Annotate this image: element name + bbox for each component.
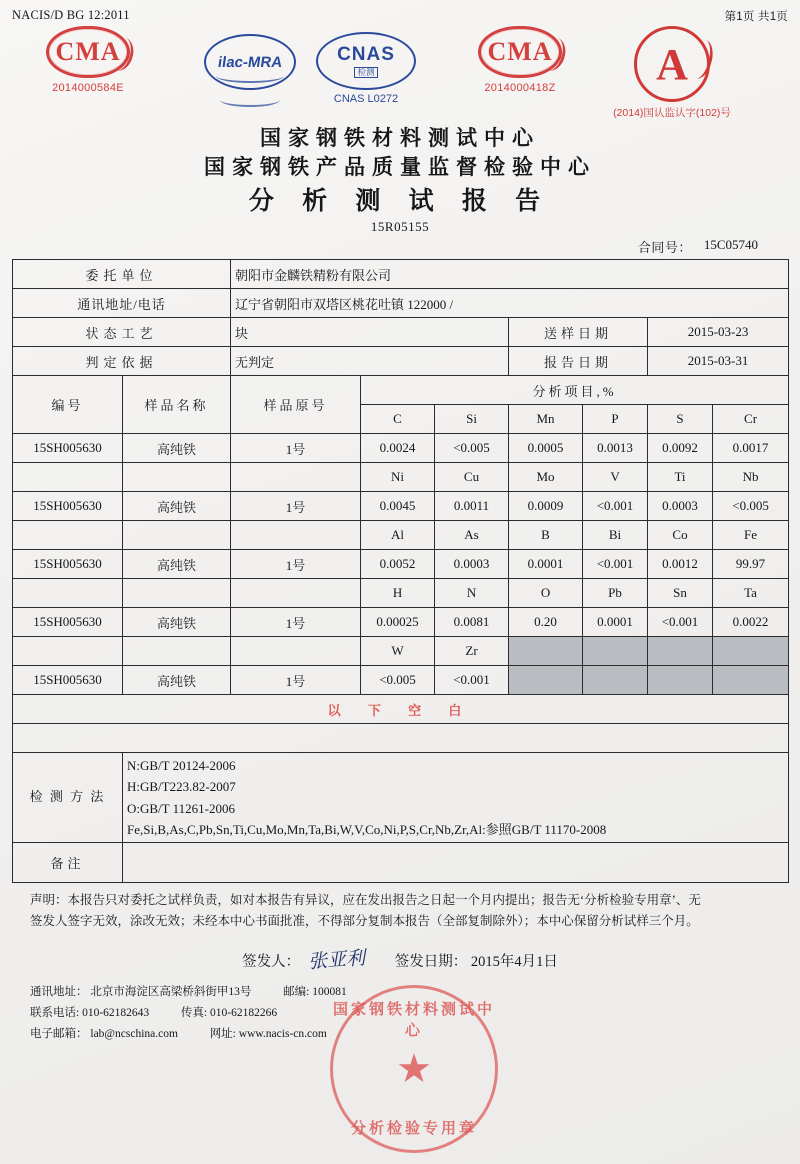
result-cell: 0.20 [509,608,583,637]
result-cell: 0.0022 [713,608,789,637]
criteria-label: 判定依据 [13,347,231,376]
spacer-cell [123,579,231,608]
address-value: 辽宁省朝阳市双塔区桃花吐镇 122000 / [231,289,789,318]
result-cell: 99.97 [713,550,789,579]
element-cell: O [509,579,583,608]
shaded-cell [583,637,648,666]
spacer-cell [123,521,231,550]
footer-fax-value: 010-62182266 [210,1006,278,1019]
method-line: O:GB/T 11261-2006 [127,800,235,816]
sign-date-value: 2015年4月1日 [470,953,558,970]
table-row-result-3 [13,550,789,579]
sample-no: 15SH005630 [13,666,123,695]
result-cell: <0.001 [435,666,509,695]
sample-name: 高纯铁 [123,666,231,695]
sample-name: 高纯铁 [123,492,231,521]
table-row-result-1 [13,434,789,463]
footer-tel-label: 联系电话: [30,1006,80,1019]
sample-origin: 1号 [231,550,361,579]
signature-handwriting: 张亚利 [307,947,366,973]
seal-arc-bottom-text: 分析检验专用章 [350,1121,477,1137]
ilac-mra-logo [202,34,298,107]
result-cell: 0.0052 [361,550,435,579]
method-line: Fe,Si,B,As,C,Pb,Sn,Ti,Cu,Mo,Mn,Ta,Bi,W,V,Co,Ni,P,S,Cr,Nb,Zr,Al:参照GB/T 11170-2008 [127,821,607,837]
cnas-accreditation-number: CNAS L0272 [333,93,399,105]
col-header-no: 编号 [13,376,123,434]
result-cell: 0.0013 [583,434,648,463]
report-date-value: 2015-03-31 [648,347,789,376]
sample-origin: 1号 [231,666,361,695]
result-cell: <0.005 [361,666,435,695]
result-cell: 0.0081 [435,608,509,637]
col-header-sample-name: 样品名称 [123,376,231,434]
result-cell: <0.001 [583,550,648,579]
table-row-blank-note [13,695,789,724]
result-cell: <0.005 [713,492,789,521]
spacer-cell [13,637,123,666]
element-cell: C [361,405,435,434]
seal-star-icon: ★ [396,1046,432,1091]
element-cell: S [648,405,713,434]
element-cell: W [361,637,435,666]
sample-date-value: 2015-03-23 [648,318,789,347]
table-row-client [13,260,789,289]
element-cell: Ni [361,463,435,492]
element-cell: H [361,579,435,608]
empty-area [13,724,789,753]
client-label: 委托单位 [13,260,231,289]
signature-row [12,945,788,972]
contract-row [12,237,758,256]
shaded-cell [509,666,583,695]
signer-label: 签发人： [242,953,301,970]
spacer-cell [231,637,361,666]
element-row-3 [13,521,789,550]
cnas-box-label: 检测 [354,67,377,79]
cma-logo-right [474,26,566,94]
spacer-cell [231,463,361,492]
sample-no: 15SH005630 [13,550,123,579]
result-cell: <0.001 [648,608,713,637]
result-cell: 0.0012 [648,550,713,579]
table-row-state [13,318,789,347]
spacer-cell [123,637,231,666]
element-cell: Mn [509,405,583,434]
element-row-5 [13,637,789,666]
footer-zip-label: 邮编: [283,985,310,998]
footer-line-address [30,982,788,1003]
table-row-result-2 [13,492,789,521]
sample-name: 高纯铁 [123,608,231,637]
ilac-wave-decoration [220,93,280,107]
methods-label: 检 测 方 法 [13,753,123,842]
footer-address-value: 北京市海淀区高梁桥斜街甲13号 [90,985,252,998]
table-row-empty-1 [13,724,789,753]
result-cell: 0.0001 [509,550,583,579]
cnas-mark-icon: CNAS 检测 [316,32,416,90]
spacer-cell [231,521,361,550]
element-cell: Pb [583,579,648,608]
sample-no: 15SH005630 [13,608,123,637]
page-indicator: 第1页 共1页 [724,11,788,23]
element-cell: N [435,579,509,608]
element-cell: Cr [713,405,789,434]
signer-field [242,945,369,972]
cma-left-code: 2014000584E [52,82,124,94]
page-title: 分 析 测 试 报 告 [248,187,552,215]
sample-origin: 1号 [231,608,361,637]
criteria-value: 无判定 [231,347,509,376]
cnas-logo [312,32,420,105]
footer-tel-value: 010-62182643 [82,1006,150,1019]
table-row-result-4 [13,608,789,637]
sample-name: 高纯铁 [123,550,231,579]
spacer-cell [231,579,361,608]
sign-date-label: 签发日期： [394,953,468,970]
cnca-approval-number: (2014)国认监认字(102)号 [613,107,731,119]
spacer-cell [13,463,123,492]
element-cell: Ti [648,463,713,492]
spacer-cell [13,521,123,550]
element-cell: Cu [435,463,509,492]
result-cell: <0.005 [435,434,509,463]
center-name-line-1: 国家钢铁材料测试中心 [260,126,540,150]
element-cell: As [435,521,509,550]
element-cell: P [583,405,648,434]
footer-email-value[interactable]: lab@ncschina.com [90,1028,178,1041]
footer-line-email [30,1024,788,1045]
element-cell: V [583,463,648,492]
spacer-cell [13,579,123,608]
report-date-label: 报告日期 [509,347,648,376]
element-cell: Al [361,521,435,550]
footer-address-label: 通讯地址： [30,985,88,998]
footer-line-tel [30,1003,788,1024]
footer-web-label: 网址: [209,1028,236,1041]
element-cell: Ta [713,579,789,608]
table-row-remark [13,842,789,882]
document-top-line [12,8,788,24]
shaded-cell [648,666,713,695]
sample-no: 15SH005630 [13,492,123,521]
report-titles [12,124,788,235]
result-cell: 0.0017 [713,434,789,463]
shaded-cell [583,666,648,695]
result-cell: 0.0011 [435,492,509,521]
result-cell: 0.0005 [509,434,583,463]
table-row-address [13,289,789,318]
table-header-row [13,376,789,405]
element-cell: Co [648,521,713,550]
sample-origin: 1号 [231,434,361,463]
method-line: H:GB/T223.82-2007 [127,779,236,795]
result-cell: 0.0045 [361,492,435,521]
contract-number: 15C05740 [703,237,758,253]
element-cell: Sn [648,579,713,608]
footer-email-label: 电子邮箱： [30,1028,88,1041]
ilac-mra-mark-icon: ilac-MRA [204,34,296,90]
result-cell: 0.0001 [583,608,648,637]
address-label: 通讯地址/电话 [13,289,231,318]
result-cell: 0.0003 [435,550,509,579]
element-row-2 [13,463,789,492]
remark-label: 备注 [13,842,123,882]
document-code: NACIS/D BG 12:2011 [12,8,130,22]
footer-zip-value: 100081 [312,985,347,998]
shaded-cell [713,637,789,666]
cnca-logo [612,26,732,120]
footer-fax-label: 传真: [180,1006,208,1019]
report-table [12,259,789,882]
element-cell: B [509,521,583,550]
sample-name: 高纯铁 [123,434,231,463]
shaded-cell [713,666,789,695]
method-line: N:GB/T 20124-2006 [127,758,236,774]
sample-no: 15SH005630 [13,434,123,463]
element-cell: Bi [583,521,648,550]
table-row-methods [13,753,789,842]
state-label: 状态工艺 [13,318,231,347]
contract-label: 合同号： [637,240,692,256]
statement-line-1: 声明：本报告只对委托之试样负责，如对本报告有异议，应在发出报告之日起一个月内提出；报告无‘分析检验专用章’、无 [30,892,701,907]
sign-date-field [395,950,558,971]
footer-web-value[interactable]: www.nacis-cn.com [238,1028,327,1041]
cma-logo-left [42,26,134,94]
cma-right-code: 2014000418Z [484,82,556,94]
shaded-cell [648,637,713,666]
cma-mark-icon: CMA [46,26,130,78]
footer-contact [12,982,788,1046]
state-value: 块 [231,318,509,347]
spacer-cell [123,463,231,492]
sample-date-label: 送样日期 [509,318,648,347]
col-header-sample-origin: 样品原号 [231,376,361,434]
cma-mark-icon-right: CMA [478,26,562,78]
result-cell: 0.0024 [361,434,435,463]
table-row-criteria [13,347,789,376]
result-cell: <0.001 [583,492,648,521]
statement-line-2: 签发人签字无效，涂改无效；未经本中心书面批准，不得部分复制本报告（全部复制除外）；本中心保留分析试样三个月。 [30,914,699,929]
blank-note: 以 下 空 白 [13,695,789,724]
element-cell: Nb [713,463,789,492]
result-cell: 0.0009 [509,492,583,521]
element-row-4 [13,579,789,608]
cnca-mark-icon: A [634,26,710,102]
element-cell: Zr [435,637,509,666]
element-cell: Si [435,405,509,434]
remark-value [123,842,789,882]
statement-block [12,890,788,933]
result-cell: 0.00025 [361,608,435,637]
methods-body [123,753,789,842]
element-cell: Fe [713,521,789,550]
report-number: 15R05155 [370,219,430,235]
accreditation-logos [12,26,788,122]
element-cell: Mo [509,463,583,492]
center-name-line-2: 国家钢铁产品质量监督检验中心 [204,154,596,179]
result-cell: 0.0003 [648,492,713,521]
shaded-cell [509,637,583,666]
result-cell: 0.0092 [648,434,713,463]
client-value: 朝阳市金麟铁精粉有限公司 [231,260,789,289]
col-header-analysis-items: 分析项目,% [361,376,789,405]
sample-origin: 1号 [231,492,361,521]
seal-arc-top-text: 国家钢铁材料测试中心 [333,1002,496,1039]
table-row-result-5 [13,666,789,695]
